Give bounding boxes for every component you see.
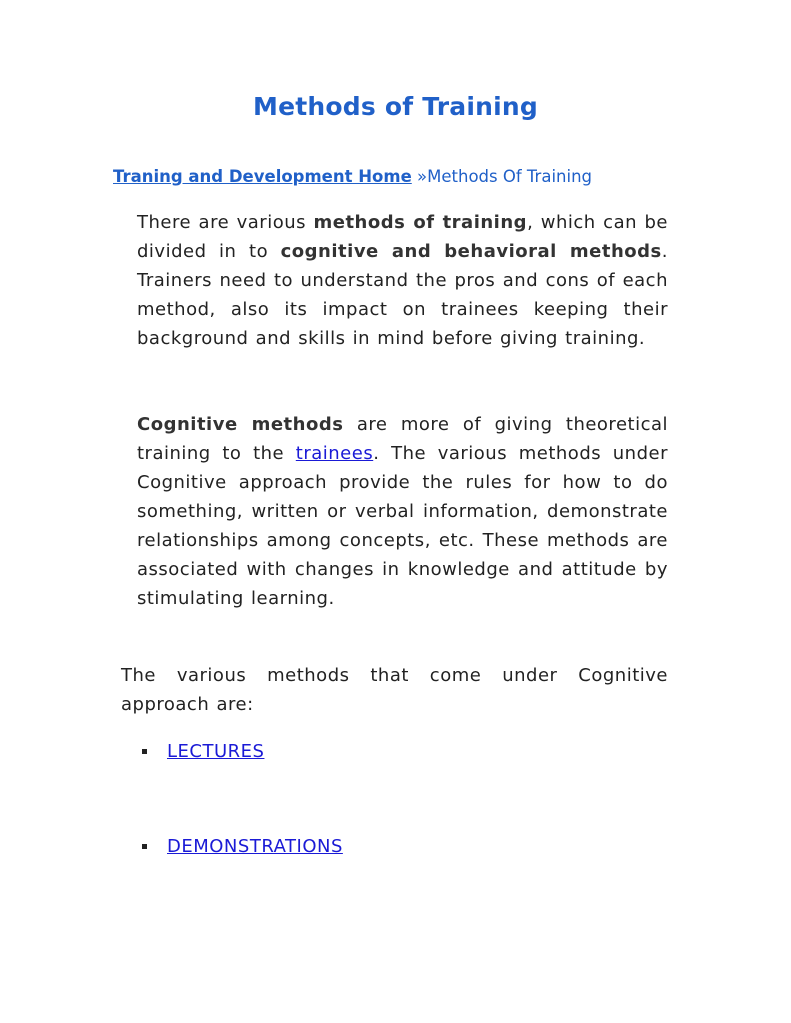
intro-text-3: . Trainers need to understand the pros and cons of each method, also its impact on trainees keeping their background and skills in mind before giving training. — [137, 241, 668, 349]
list-item-lectures — [142, 741, 264, 762]
methods-intro-paragraph: The various methods that come under Cognitive approach are: — [121, 665, 668, 715]
page-title: Methods of Training — [253, 92, 538, 121]
intro-text-1: There are various — [137, 212, 314, 233]
cognitive-bold: Cognitive methods — [137, 414, 344, 435]
intro-text-2: , which can be divided in to — [137, 212, 668, 262]
intro-paragraph — [137, 208, 668, 353]
intro-bold-1: methods of training — [313, 212, 528, 233]
cognitive-text-1: are more of giving theoretical training to the — [137, 414, 668, 464]
breadcrumb-home-link[interactable]: Traning and Development Home — [113, 167, 412, 186]
cognitive-text-2: . The various methods under Cognitive approach provide the rules for how to do something, written or verbal information, demonstrate relationships among concepts, etc. These methods are associated with changes in knowledge and attitude by stimulating learning. — [137, 443, 668, 609]
bullet-icon — [142, 844, 147, 849]
bullet-icon — [142, 749, 147, 754]
demonstrations-link[interactable]: DEMONSTRATIONS — [167, 836, 343, 857]
lectures-link[interactable]: LECTURES — [167, 741, 265, 762]
trainees-link[interactable]: trainees — [295, 443, 374, 464]
breadcrumb — [113, 167, 592, 186]
cognitive-paragraph — [137, 410, 668, 613]
intro-bold-2: cognitive and behavioral methods — [280, 241, 662, 262]
list-item-demonstrations — [142, 836, 343, 857]
breadcrumb-current: »Methods Of Training — [417, 167, 592, 186]
